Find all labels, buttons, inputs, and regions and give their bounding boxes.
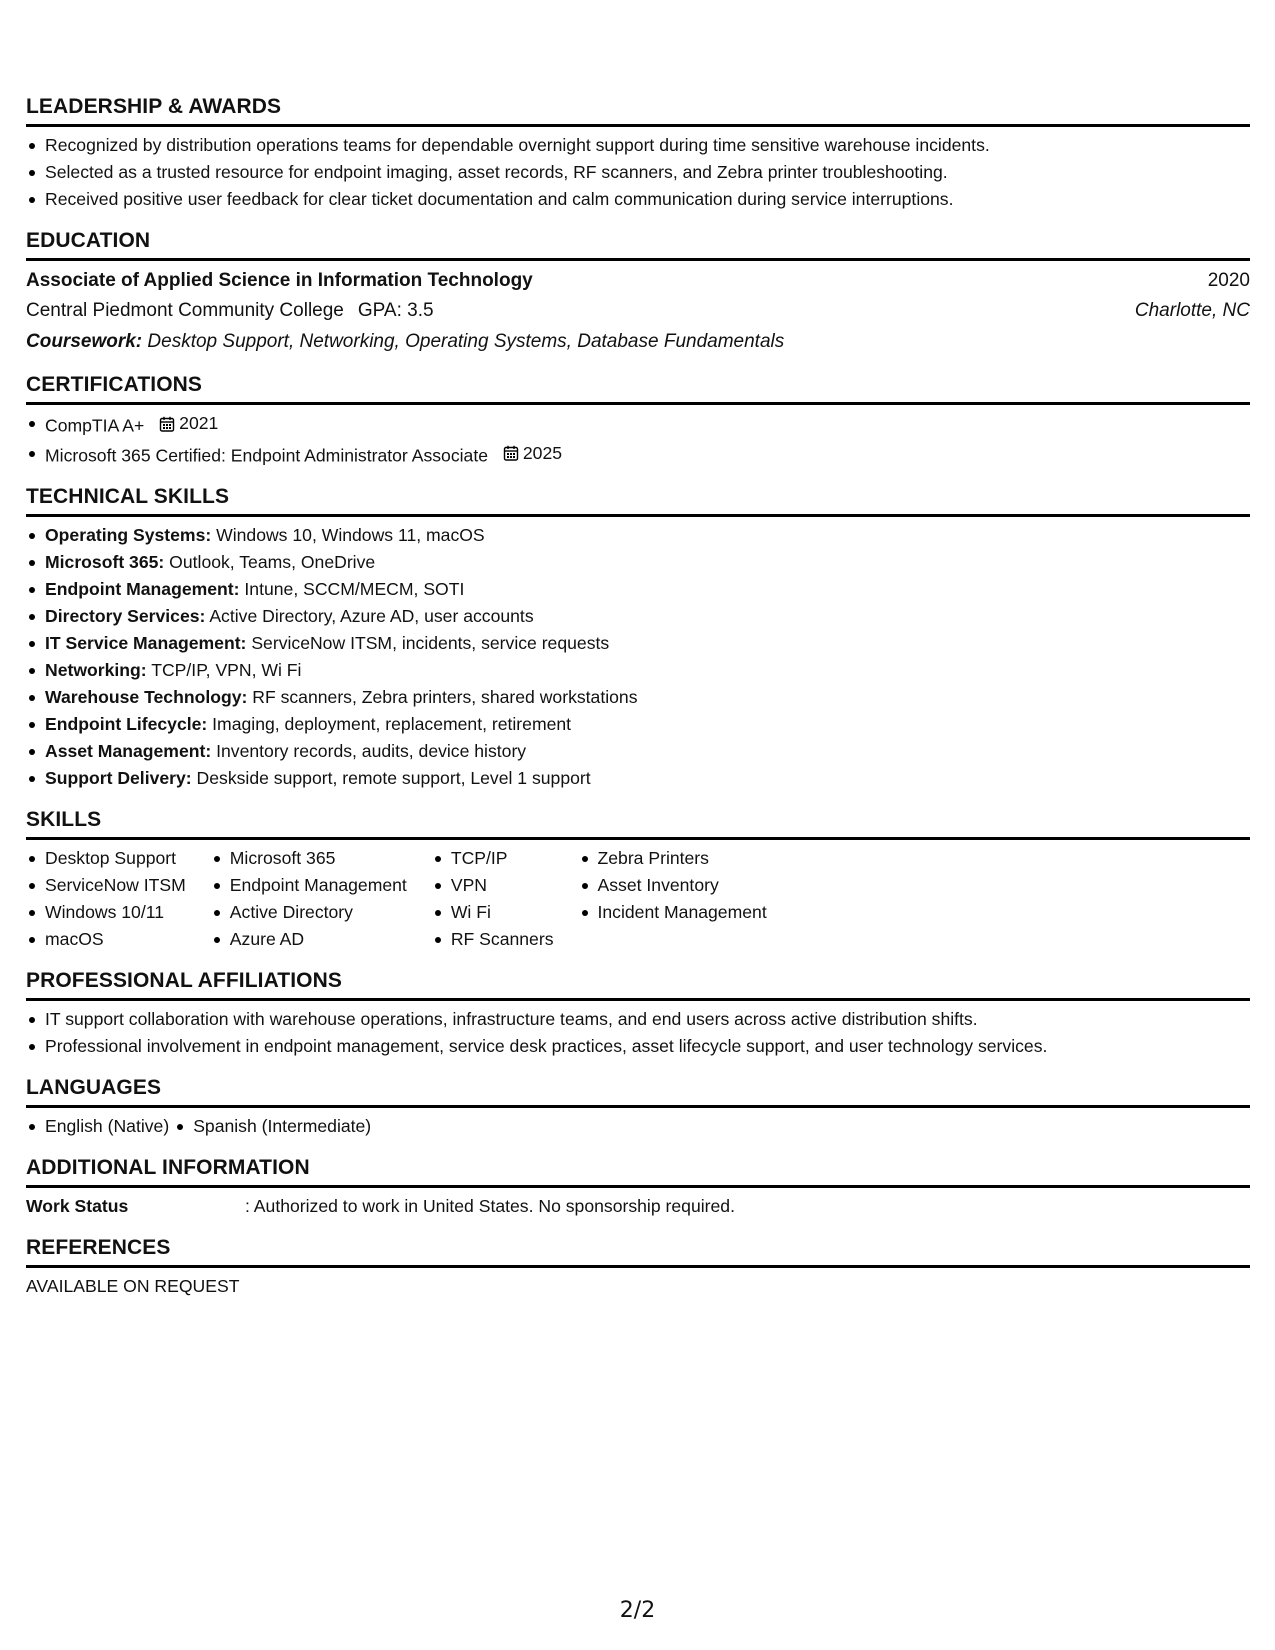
work-status-row (26, 1193, 1250, 1220)
certification-date (159, 410, 218, 437)
list-item: Received positive user feedback for clear ticket documentation and calm communication during service interruptions. (45, 186, 1250, 213)
skill-label: IT Service Management: (45, 633, 247, 653)
education-school: Central Piedmont Community College (26, 300, 344, 321)
section-title-technical-skills: TECHNICAL SKILLS (26, 484, 1250, 517)
affiliations-list (26, 1006, 1250, 1060)
skill-item: ServiceNow ITSM (45, 872, 186, 899)
technical-skill-item (45, 684, 1250, 711)
skill-label: Support Delivery: (45, 768, 192, 788)
work-status-value: : Authorized to work in United States. No sponsorship required. (245, 1196, 735, 1216)
education-degree-row (26, 266, 1250, 296)
list-item: Professional involvement in endpoint management, service desk practices, asset lifecycle support, and user technology services. (45, 1033, 1250, 1060)
language-item: English (Native) (45, 1113, 169, 1140)
skill-label: Endpoint Management: (45, 579, 240, 599)
skill-item: Zebra Printers (598, 845, 767, 872)
skill-value: Inventory records, audits, device history (216, 741, 527, 761)
section-title-skills: SKILLS (26, 807, 1250, 840)
list-item: IT support collaboration with warehouse operations, infrastructure teams, and end users across active distribution shifts. (45, 1006, 1250, 1033)
education-gpa: GPA: 3.5 (357, 300, 434, 321)
skills-column (579, 845, 767, 953)
certifications-section (26, 372, 1250, 469)
language-item: Spanish (Intermediate) (193, 1113, 371, 1140)
affiliations-section (26, 968, 1250, 1060)
education-coursework (26, 326, 1250, 357)
technical-skill-item (45, 576, 1250, 603)
skill-value: Deskside support, remote support, Level 1 support (196, 768, 591, 788)
certification-year: 2021 (179, 413, 219, 433)
skill-value: Intune, SCCM/MECM, SOTI (244, 579, 465, 599)
skill-label: Warehouse Technology: (45, 687, 248, 707)
skill-label: Networking: (45, 660, 147, 680)
skill-label: Endpoint Lifecycle: (45, 714, 208, 734)
skill-value: Windows 10, Windows 11, macOS (216, 525, 485, 545)
skill-item: Endpoint Management (230, 872, 407, 899)
technical-skill-item (45, 603, 1250, 630)
page-number: 2/2 (619, 1598, 656, 1623)
section-title-education: EDUCATION (26, 228, 1250, 261)
technical-skill-item (45, 630, 1250, 657)
leadership-list (26, 132, 1250, 213)
languages-section (26, 1075, 1250, 1140)
education-section (26, 228, 1250, 357)
certifications-list (26, 410, 1250, 469)
education-degree: Associate of Applied Science in Information Technology (26, 270, 533, 291)
skill-item: TCP/IP (451, 845, 554, 872)
leadership-section (26, 94, 1250, 213)
certification-item (45, 410, 1250, 440)
references-section (26, 1235, 1250, 1300)
skill-value: RF scanners, Zebra printers, shared workstations (252, 687, 638, 707)
technical-skill-item (45, 765, 1250, 792)
technical-skills-list (26, 522, 1250, 792)
coursework-label: Coursework: (26, 331, 143, 352)
skill-item: macOS (45, 926, 186, 953)
skills-column (211, 845, 407, 953)
technical-skill-item (45, 711, 1250, 738)
skill-item: Asset Inventory (598, 872, 767, 899)
list-item: Recognized by distribution operations teams for dependable overnight support during time sensitive warehouse incidents. (45, 132, 1250, 159)
skill-label: Directory Services: (45, 606, 206, 626)
education-year: 2020 (1207, 270, 1250, 291)
skill-item: Microsoft 365 (230, 845, 407, 872)
education-school-row (26, 296, 1250, 326)
technical-skills-section (26, 484, 1250, 792)
calendar-icon (503, 445, 519, 461)
certification-year: 2025 (522, 442, 563, 463)
skill-label: Operating Systems: (45, 525, 212, 545)
languages-list (26, 1113, 1250, 1140)
list-item: Selected as a trusted resource for endpoint imaging, asset records, RF scanners, and Zebra printer troubleshooting. (45, 159, 1250, 186)
skill-item: Incident Management (598, 899, 767, 926)
technical-skill-item (45, 738, 1250, 765)
skill-label: Asset Management: (45, 741, 212, 761)
section-title-leadership: LEADERSHIP & AWARDS (26, 94, 1250, 127)
skills-column (26, 845, 186, 953)
skill-label: Microsoft 365: (45, 552, 165, 572)
skill-value: ServiceNow ITSM, incidents, service requests (251, 633, 610, 653)
additional-info-section (26, 1155, 1250, 1220)
certification-name: Microsoft 365 Certified: Endpoint Administrator Associate (45, 445, 488, 465)
skills-grid (26, 845, 1250, 953)
coursework-value: Desktop Support, Networking, Operating Systems, Database Fundamentals (147, 331, 785, 352)
certification-date (503, 440, 562, 467)
section-title-affiliations: PROFESSIONAL AFFILIATIONS (26, 968, 1250, 1001)
skills-column (432, 845, 554, 953)
skill-item: Windows 10/11 (45, 899, 186, 926)
certification-name: CompTIA A+ (45, 415, 145, 436)
education-school-line (26, 296, 434, 326)
skill-item: Azure AD (230, 926, 407, 953)
skill-item: Wi Fi (451, 899, 554, 926)
skill-value: Outlook, Teams, OneDrive (169, 552, 376, 572)
section-title-certifications: CERTIFICATIONS (26, 372, 1250, 405)
skill-item: RF Scanners (451, 926, 554, 953)
education-location: Charlotte, NC (1134, 300, 1250, 321)
work-status-label: Work Status (26, 1196, 129, 1216)
section-title-languages: LANGUAGES (26, 1075, 1250, 1108)
section-title-references: REFERENCES (26, 1235, 1250, 1268)
skill-item: Active Directory (230, 899, 407, 926)
technical-skill-item (45, 549, 1250, 576)
skill-item: Desktop Support (45, 845, 186, 872)
certification-item (45, 440, 1250, 470)
skill-value: Imaging, deployment, replacement, retirement (212, 714, 572, 734)
skill-value: TCP/IP, VPN, Wi Fi (151, 660, 302, 680)
skill-value: Active Directory, Azure AD, user accounts (209, 606, 534, 626)
technical-skill-item (45, 522, 1250, 549)
references-text: AVAILABLE ON REQUEST (26, 1276, 240, 1296)
resume-page (26, 94, 1250, 1315)
section-title-additional-info: ADDITIONAL INFORMATION (26, 1155, 1250, 1188)
technical-skill-item (45, 657, 1250, 684)
skills-section (26, 807, 1250, 953)
skill-item: VPN (451, 872, 554, 899)
calendar-icon (159, 416, 175, 432)
